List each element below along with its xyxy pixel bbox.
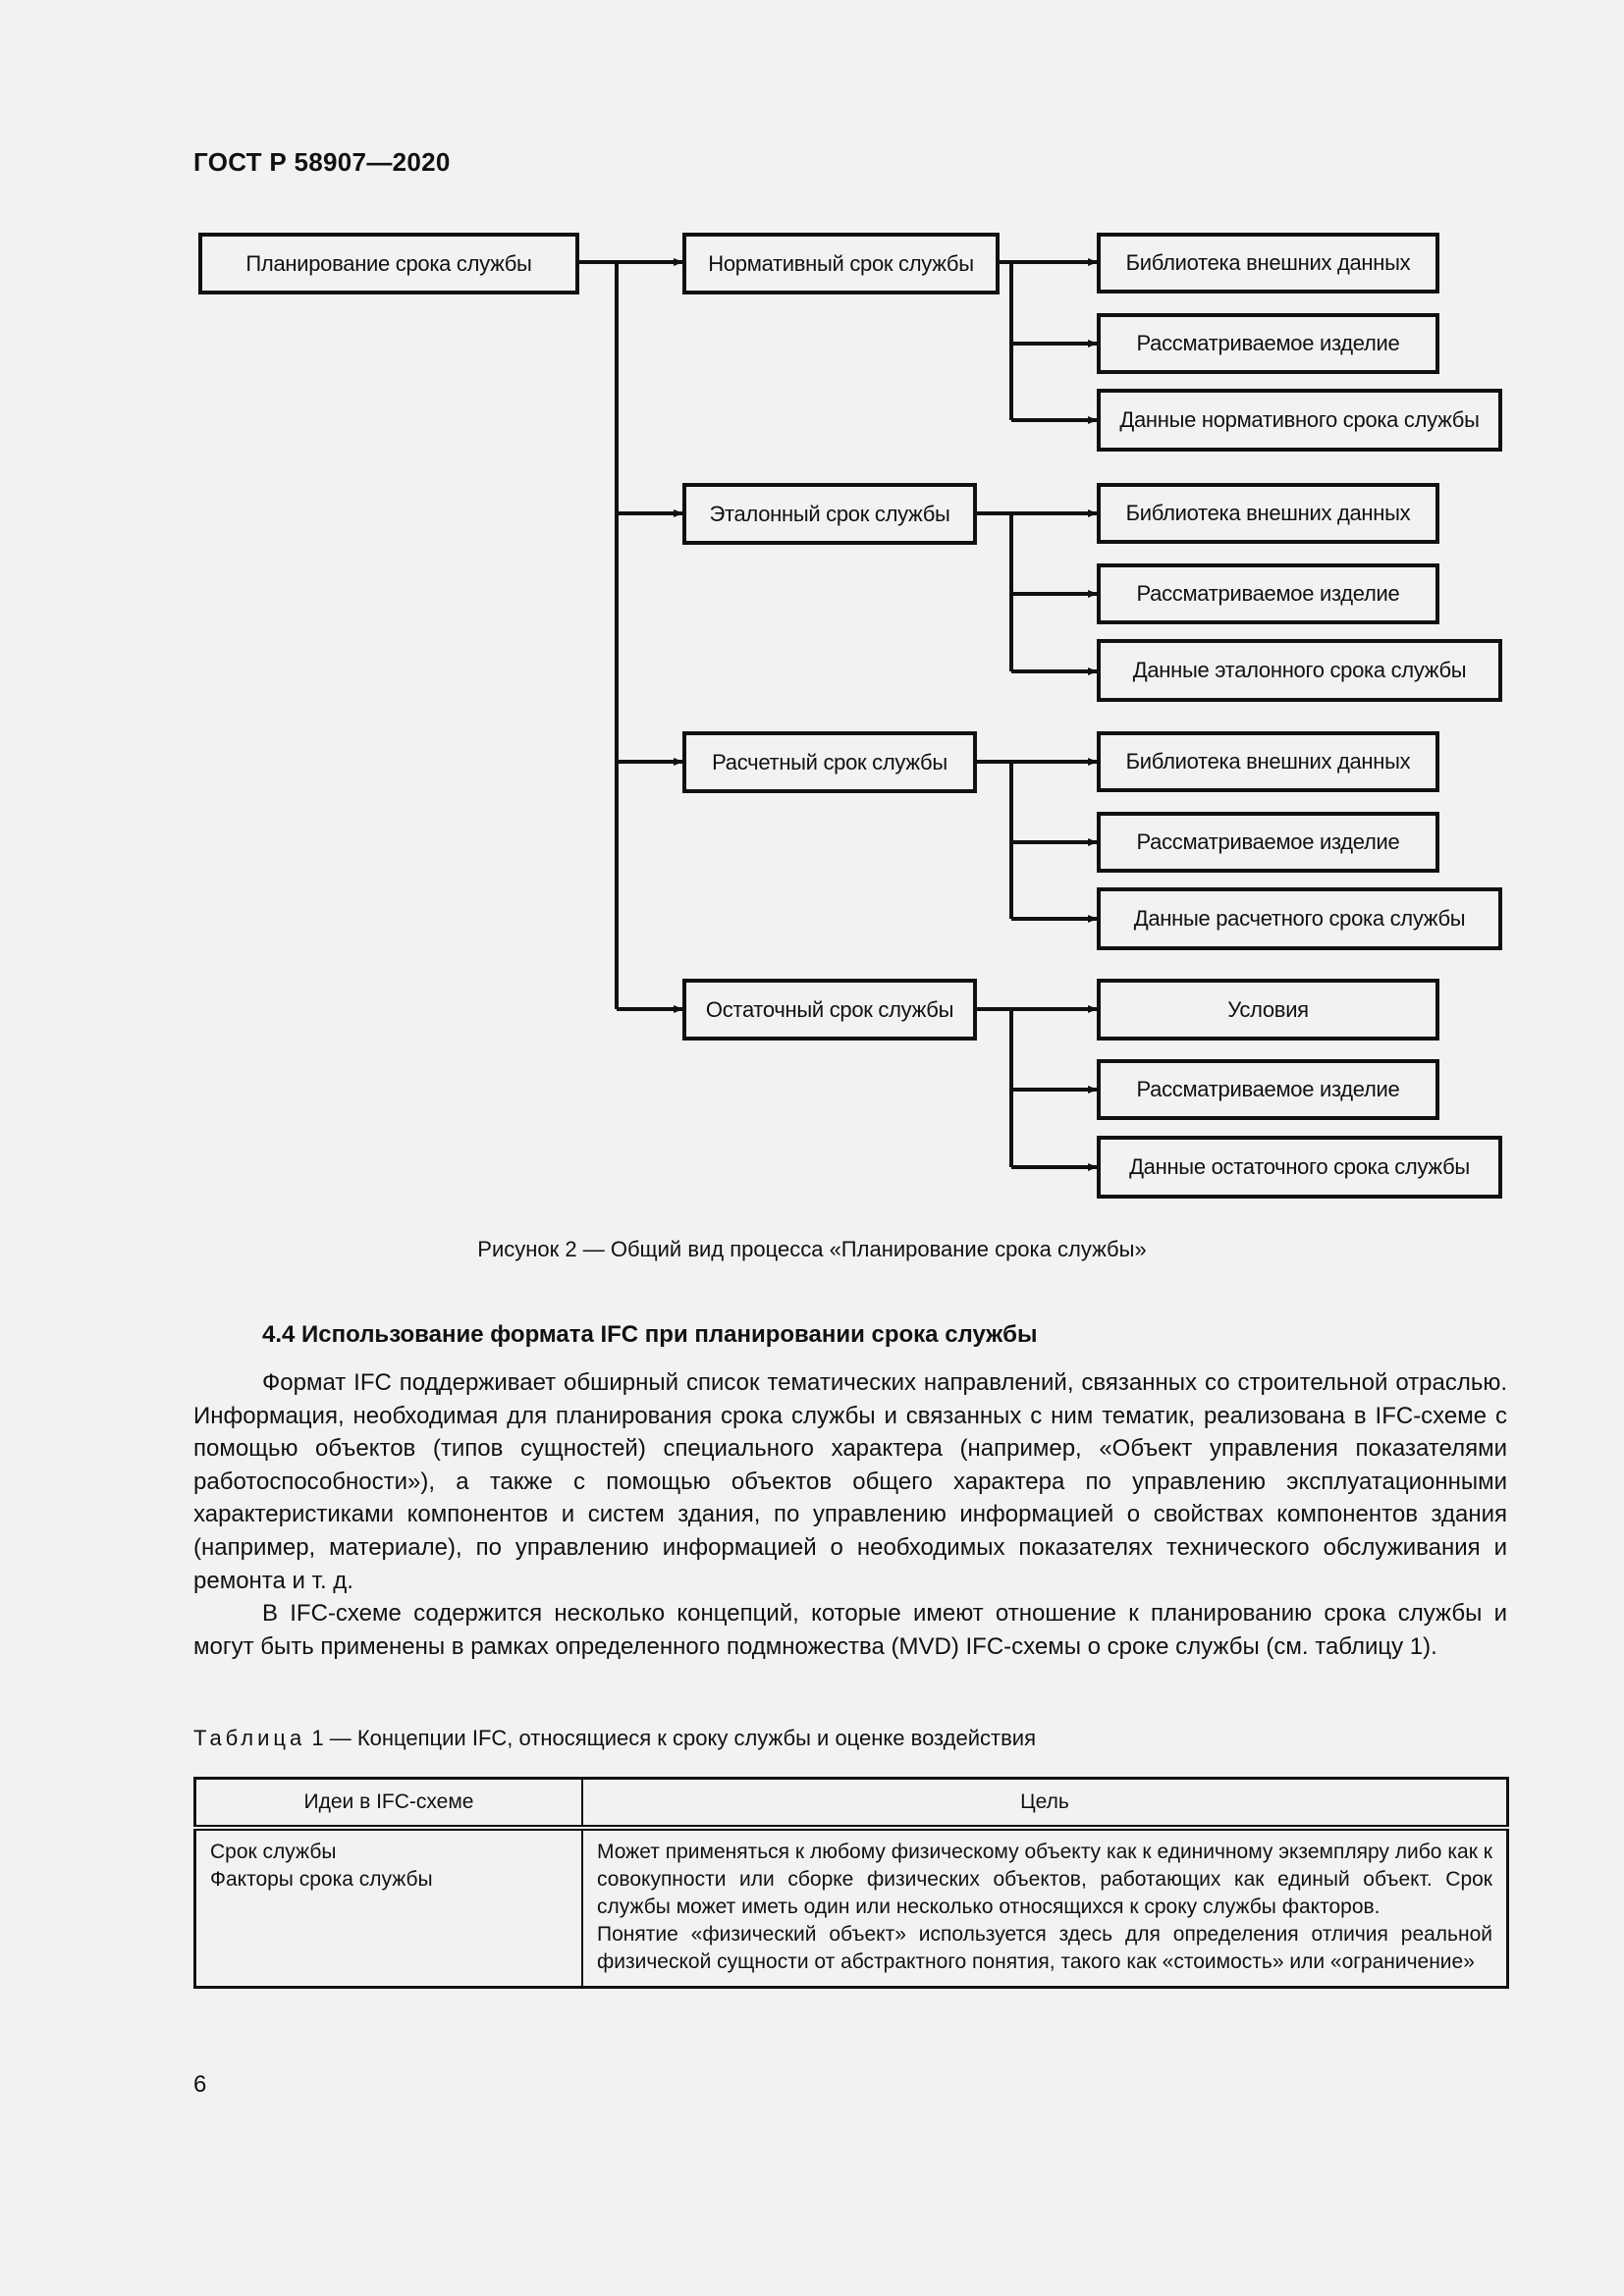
branch-node-normative [682,233,1000,294]
column-header-goal: Цель [582,1779,1508,1829]
leaf-label: Данные нормативного срока службы [1119,407,1480,432]
leaf-node [1097,563,1439,624]
leaf-node [1097,483,1439,544]
leaf-label: Библиотека внешних данных [1125,501,1411,525]
root-node-label: Планирование срока службы [245,250,532,276]
section-heading: 4.4 Использование формата IFC при планировании срока службы [262,1321,1038,1348]
branch-label: Остаточный срок службы [705,996,954,1022]
goal-text: Может применяться к любому физическому объекту как к единичному экземпляру либо как к совокупности или сборке физических объектов, работающих как единый объект. Срок службы может иметь один или несколько относящихся к сроку службы факторов. [597,1841,1492,1918]
leaf-node [1097,731,1439,792]
branch-node-reference [682,483,977,545]
leaf-node [1097,887,1502,950]
document-code: ГОСТ Р 58907—2020 [193,147,451,177]
leaf-label: Рассматриваемое изделие [1136,331,1400,355]
branch-node-calculated [682,731,977,793]
leaf-node [1097,233,1439,294]
page-number: 6 [193,2071,207,2098]
leaf-label: Данные расчетного срока службы [1133,906,1466,931]
leaf-node [1097,639,1502,702]
leaf-node [1097,812,1439,873]
table-header-row [195,1779,1508,1829]
concepts-table [193,1777,1509,1989]
branch-node-residual [682,979,977,1041]
leaf-label: Рассматриваемое изделие [1136,1077,1400,1101]
goal-text: Понятие «физический объект» используется здесь для определения отличия реальной физической сущности от абстрактного понятия, такого как «стоимость» или «ограничение» [597,1923,1492,1973]
table-row [195,1828,1508,1988]
branch-label: Нормативный срок службы [708,250,974,276]
branch-label: Расчетный срок службы [712,749,947,774]
ideas-cell [195,1828,583,1988]
leaf-label: Данные эталонного срока службы [1132,658,1467,682]
idea-item: Срок службы [210,1841,337,1863]
body-paragraph: В IFC-схеме содержится несколько концепций, которые имеют отношение к планированию срока службы и могут быть применены в рамках определенного подмножества (MVD) IFC-схемы о сроке службы (см. таблицу 1). [193,1600,1507,1660]
body-paragraph: Формат IFC поддерживает обширный список тематических направлений, связанных со строительной отраслью. Информация, необходимая для планирования срока службы и связанных с ним тематик, реализована в IFC-схеме с помощью объектов (типов сущностей) специального характера (например, «Объект управления показателями работоспособности»), а также с помощью объектов общего характера по управлению эксплуатационными характеристиками компонентов и систем здания, по управлению информацией о свойствах компонентов здания (например, материале), по управлению информацией о необходимых показателях технического обслуживания и ремонта и т. д. [193,1369,1507,1594]
leaf-label: Рассматриваемое изделие [1136,581,1400,606]
leaf-node [1097,1059,1439,1120]
leaf-label: Библиотека внешних данных [1125,749,1411,774]
leaf-node [1097,979,1439,1041]
leaf-label: Библиотека внешних данных [1125,250,1411,275]
leaf-node [1097,389,1502,452]
root-node [198,233,579,294]
column-header-ideas: Идеи в IFC-схеме [195,1779,583,1829]
leaf-label: Данные остаточного срока службы [1129,1154,1470,1179]
idea-item: Факторы срока службы [210,1868,433,1891]
leaf-node [1097,313,1439,374]
leaf-label: Условия [1227,996,1309,1022]
goal-cell [582,1828,1508,1988]
table-caption-text: 1 — Концепции IFC, относящиеся к сроку службы и оценке воздействия [305,1726,1036,1750]
leaf-node [1097,1136,1502,1199]
table-caption [193,1726,1036,1751]
branch-label: Эталонный срок службы [709,501,950,526]
leaf-label: Рассматриваемое изделие [1136,829,1400,854]
figure-caption: Рисунок 2 — Общий вид процесса «Планирование срока службы» [477,1237,1147,1261]
table-caption-prefix: Таблица [193,1726,306,1750]
